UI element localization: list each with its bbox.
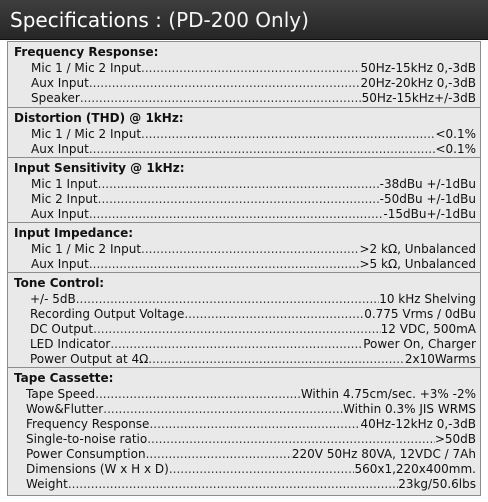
- spec-row: [30, 307, 476, 321]
- spec-label: Speaker: [31, 91, 80, 105]
- section-tape-cassette: [8, 367, 480, 495]
- spec-row: [31, 207, 476, 221]
- spec-label: Frequency Response: [26, 417, 150, 431]
- spec-value: 50Hz-15kHz 0,-3dB: [360, 61, 476, 75]
- spec-label: Power Consumption: [26, 447, 146, 461]
- spec-row: [26, 447, 476, 461]
- spec-value: 10 kHz Shelving: [379, 292, 476, 306]
- spec-row: [26, 417, 476, 431]
- spec-label: Mic 1 / Mic 2 Input: [31, 242, 142, 256]
- spec-row: [31, 242, 476, 256]
- spec-value: 40Hz-12kHz 0,-3dB: [360, 417, 476, 431]
- section-title: Input Sensitivity @ 1kHz:: [14, 161, 185, 175]
- spec-label: Aux Input: [31, 76, 89, 90]
- spec-value: Within 0.3% JIS WRMS: [343, 402, 476, 416]
- spec-value: 20Hz-20kHz 0,-3dB: [360, 76, 476, 90]
- spec-value: 560x1,220x400mm.: [354, 462, 476, 476]
- spec-row: [31, 192, 476, 206]
- section-input-sensitivity: [8, 157, 480, 222]
- spec-row: [31, 61, 476, 75]
- section-title: Input Impedance:: [14, 226, 134, 240]
- spec-label: LED Indicator: [30, 337, 111, 351]
- spec-value: 0.775 Vrms / 0dBu: [364, 307, 476, 321]
- spec-row: [26, 477, 476, 491]
- spec-value: >2 kΩ, Unbalanced: [359, 242, 476, 256]
- spec-title: Specifications :: [10, 8, 162, 32]
- spec-value: -15dBu+/-1dBu: [383, 207, 476, 221]
- spec-value: 220V 50Hz 80VA, 12VDC / 7Ah: [291, 447, 476, 461]
- spec-subtitle: (PD-200 Only): [168, 8, 309, 32]
- spec-label: Weight: [26, 477, 68, 491]
- spec-row: [31, 257, 476, 271]
- spec-label: +/- 5dB: [30, 292, 76, 306]
- spec-label: Recording Output Voltage: [30, 307, 185, 321]
- spec-panel: [7, 41, 481, 496]
- spec-value: Within 4.75cm/sec. +3% -2%: [300, 387, 476, 401]
- spec-label: Wow&Flutter: [26, 402, 104, 416]
- spec-label: Aux Input: [31, 142, 89, 156]
- spec-label: Tape Speed: [26, 387, 96, 401]
- spec-value: >50dB: [434, 432, 476, 446]
- spec-label: Mic 1 / Mic 2 Input: [31, 61, 142, 75]
- spec-row: [30, 292, 476, 306]
- spec-value: -38dBu +/-1dBu: [379, 177, 476, 191]
- spec-row: [30, 337, 476, 351]
- spec-label: Aux Input: [31, 207, 89, 221]
- section-title: Tone Control:: [14, 276, 105, 290]
- spec-row: [30, 322, 476, 336]
- section-title: Tape Cassette:: [14, 371, 114, 385]
- section-tone-control: [8, 272, 480, 367]
- spec-label: DC Output: [30, 322, 94, 336]
- spec-value: 12 VDC, 500mA: [380, 322, 476, 336]
- spec-row: [26, 432, 476, 446]
- spec-label: Single-to-noise ratio: [26, 432, 148, 446]
- spec-label: Power Output at 4Ω: [30, 352, 149, 366]
- spec-header: [0, 0, 488, 40]
- spec-row: [31, 91, 476, 105]
- spec-value: 2x10Warms: [404, 352, 476, 366]
- spec-value: Power On, Charger: [363, 337, 476, 351]
- spec-label: Aux Input: [31, 257, 89, 271]
- spec-row: [31, 177, 476, 191]
- spec-value: 23kg/50.6lbs: [398, 477, 476, 491]
- spec-value: 50Hz-15kHz+/-3dB: [361, 91, 476, 105]
- spec-row: [31, 76, 476, 90]
- section-input-impedance: [8, 222, 480, 272]
- section-title: Distortion (THD) @ 1kHz:: [14, 111, 184, 125]
- spec-value: -50dBu +/-1dBu: [379, 192, 476, 206]
- spec-label: Mic 1 Input: [31, 177, 98, 191]
- spec-value: <0.1%: [435, 127, 476, 141]
- spec-label: Mic 1 / Mic 2 Input: [31, 127, 142, 141]
- spec-label: Mic 2 Input: [31, 192, 98, 206]
- spec-row: [30, 352, 476, 366]
- section-title: Frequency Response:: [14, 45, 159, 59]
- section-distortion: [8, 107, 480, 157]
- spec-row: [31, 127, 476, 141]
- spec-row: [26, 462, 476, 476]
- spec-row: [26, 402, 476, 416]
- spec-value: <0.1%: [435, 142, 476, 156]
- spec-row: [26, 387, 476, 401]
- spec-value: >5 kΩ, Unbalanced: [359, 257, 476, 271]
- spec-row: [31, 142, 476, 156]
- section-frequency-response: [8, 42, 480, 107]
- spec-label: Dimensions (W x H x D): [26, 462, 169, 476]
